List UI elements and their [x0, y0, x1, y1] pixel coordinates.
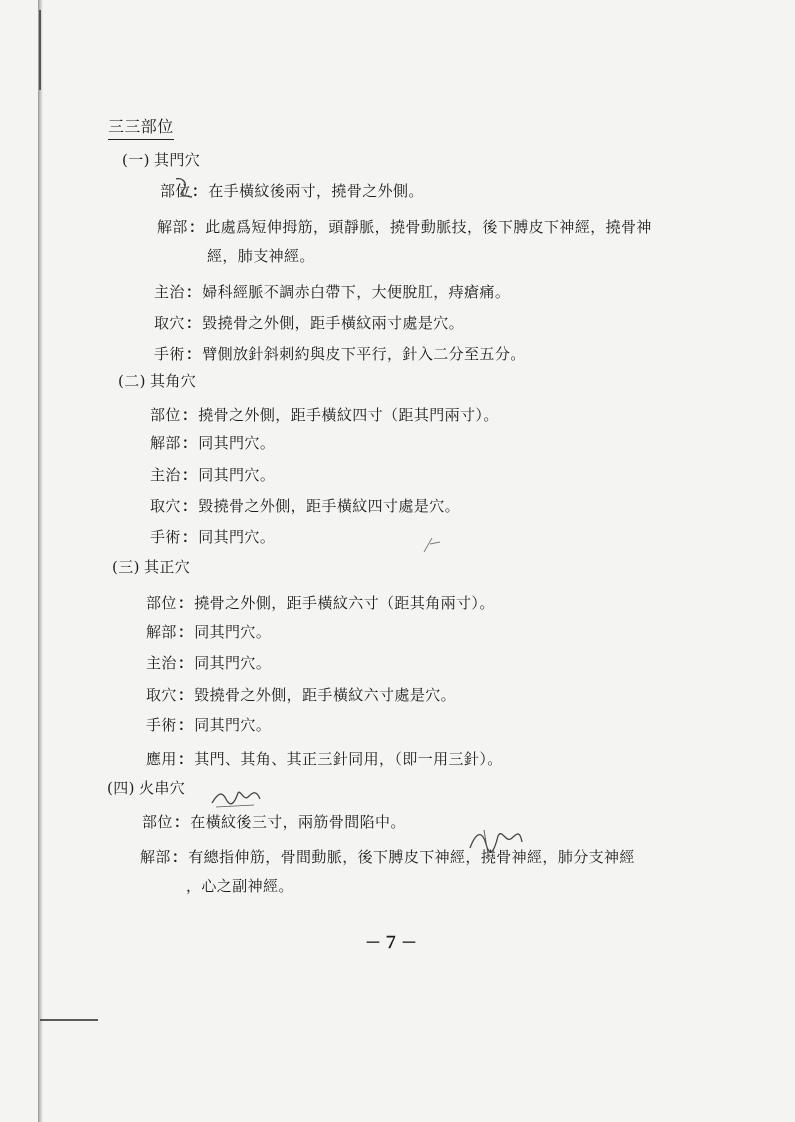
point-name: 其正穴: [144, 558, 191, 576]
field-row: 解部：同其門穴。: [150, 434, 276, 452]
field-row: 應用：其門、其角、其正三針同用，（即一用三針）。: [146, 750, 503, 768]
field-row: 主治：同其門穴。: [146, 654, 272, 672]
field-label: 解部: [150, 434, 181, 452]
field-label: 部位: [150, 406, 181, 424]
field-text: 在橫紋後三寸，兩筋骨間陷中。: [190, 813, 406, 831]
field-text: 此處爲短伸拇筋，頭靜脈，撓骨動脈技，後下膊皮下神經，撓骨神: [205, 218, 652, 236]
field-row: 部位：撓骨之外側，距手橫紋四寸（距其門兩寸）。: [150, 406, 499, 424]
field-continuation: 經，肺支神經。: [207, 247, 315, 265]
field-text: 臂側放針斜刺約與皮下平行，針入二分至五分。: [202, 345, 526, 363]
field-row: 取穴：毀撓骨之外側，距手橫紋兩寸處是穴。: [154, 314, 465, 332]
field-row: 手術：臂側放針斜刺約與皮下平行，針入二分至五分。: [154, 345, 526, 363]
point-heading-2: [118, 371, 196, 391]
point-marker: (四): [107, 779, 135, 797]
field-label: 解部: [146, 623, 177, 641]
field-text: 同其門穴。: [198, 434, 276, 452]
handwritten-annotation: [466, 826, 524, 856]
field-row: 部位：在手橫紋後兩寸，撓骨之外側。: [160, 182, 424, 200]
field-label: 取穴: [150, 497, 181, 515]
field-row: 取穴：毀撓骨之外側，距手橫紋四寸處是穴。: [150, 497, 461, 515]
field-label: 主治: [146, 654, 177, 672]
field-text: 婦科經脈不調赤白帶下，大便脫肛，痔瘡痛。: [202, 283, 511, 301]
field-label: 手術: [154, 345, 185, 363]
point-heading-1: [122, 150, 200, 170]
field-continuation: ，心之副神經。: [186, 877, 294, 895]
field-text: 同其門穴。: [194, 716, 272, 734]
field-row: 解部：有總指伸筋，骨間動脈，後下膊皮下神經，撓骨神經，肺分支神經: [140, 848, 635, 866]
page-binding-edge: [38, 0, 43, 1122]
field-label: 應用: [146, 750, 177, 768]
field-label: 取穴: [146, 686, 177, 704]
field-label: 部位: [142, 813, 173, 831]
field-row: 主治：婦科經脈不調赤白帶下，大便脫肛，痔瘡痛。: [154, 283, 511, 301]
field-label: 部位: [160, 182, 191, 200]
field-label: 主治: [154, 283, 185, 301]
field-label: 解部: [157, 218, 188, 236]
handwritten-correction-mark: [172, 175, 196, 199]
field-text: 同其門穴。: [198, 528, 276, 546]
point-heading-3: [112, 557, 190, 577]
field-text: 撓骨之外側，距手橫紋四寸（距其門兩寸）。: [198, 406, 499, 424]
field-label: 主治: [150, 466, 181, 484]
field-text: 其門、其角、其正三針同用，（即一用三針）。: [194, 750, 503, 768]
field-label: 手術: [146, 716, 177, 734]
field-row: 解部：此處爲短伸拇筋，頭靜脈，撓骨動脈技，後下膊皮下神經，撓骨神: [157, 218, 652, 236]
field-text: 撓骨之外側，距手橫紋六寸（距其角兩寸）。: [194, 594, 495, 612]
field-row: 手術：同其門穴。: [146, 716, 272, 734]
point-heading-4: [107, 778, 185, 798]
point-name: 火串穴: [139, 779, 186, 797]
field-text: 在手橫紋後兩寸，撓骨之外側。: [208, 182, 424, 200]
field-row: 手術：同其門穴。: [150, 528, 276, 546]
point-name: 其門穴: [154, 151, 201, 169]
point-marker: (三): [112, 558, 140, 576]
field-row: 部位：撓骨之外側，距手橫紋六寸（距其角兩寸）。: [146, 594, 495, 612]
field-row: 部位：在橫紋後三寸，兩筋骨間陷中。: [142, 813, 406, 831]
field-row: 主治：同其門穴。: [150, 466, 276, 484]
point-marker: (二): [118, 372, 146, 390]
section-title: 三三部位: [108, 117, 174, 140]
field-text: 毀撓骨之外側，距手橫紋六寸處是穴。: [194, 686, 457, 704]
handwritten-annotation: [210, 785, 262, 809]
pencil-mark: [420, 532, 450, 556]
field-text: 有總指伸筋，骨間動脈，後下膊皮下神經，撓骨神經，肺分支神經: [188, 848, 635, 866]
point-name: 其角穴: [150, 372, 197, 390]
field-text: 毀撓骨之外側，距手橫紋兩寸處是穴。: [202, 314, 465, 332]
field-label: 手術: [150, 528, 181, 546]
page-binding-mark: [39, 10, 41, 90]
field-text: 同其門穴。: [194, 623, 272, 641]
point-marker: (一): [122, 151, 150, 169]
field-label: 部位: [146, 594, 177, 612]
field-text: 同其門穴。: [198, 466, 276, 484]
field-text: 毀撓骨之外側，距手橫紋四寸處是穴。: [198, 497, 461, 515]
margin-line-mark: [40, 1019, 98, 1021]
field-label: 取穴: [154, 314, 185, 332]
field-row: 取穴：毀撓骨之外側，距手橫紋六寸處是穴。: [146, 686, 457, 704]
field-text: 同其門穴。: [194, 654, 272, 672]
field-label: 解部: [140, 848, 171, 866]
page-number: －７－: [365, 933, 420, 952]
field-row: 解部：同其門穴。: [146, 623, 272, 641]
